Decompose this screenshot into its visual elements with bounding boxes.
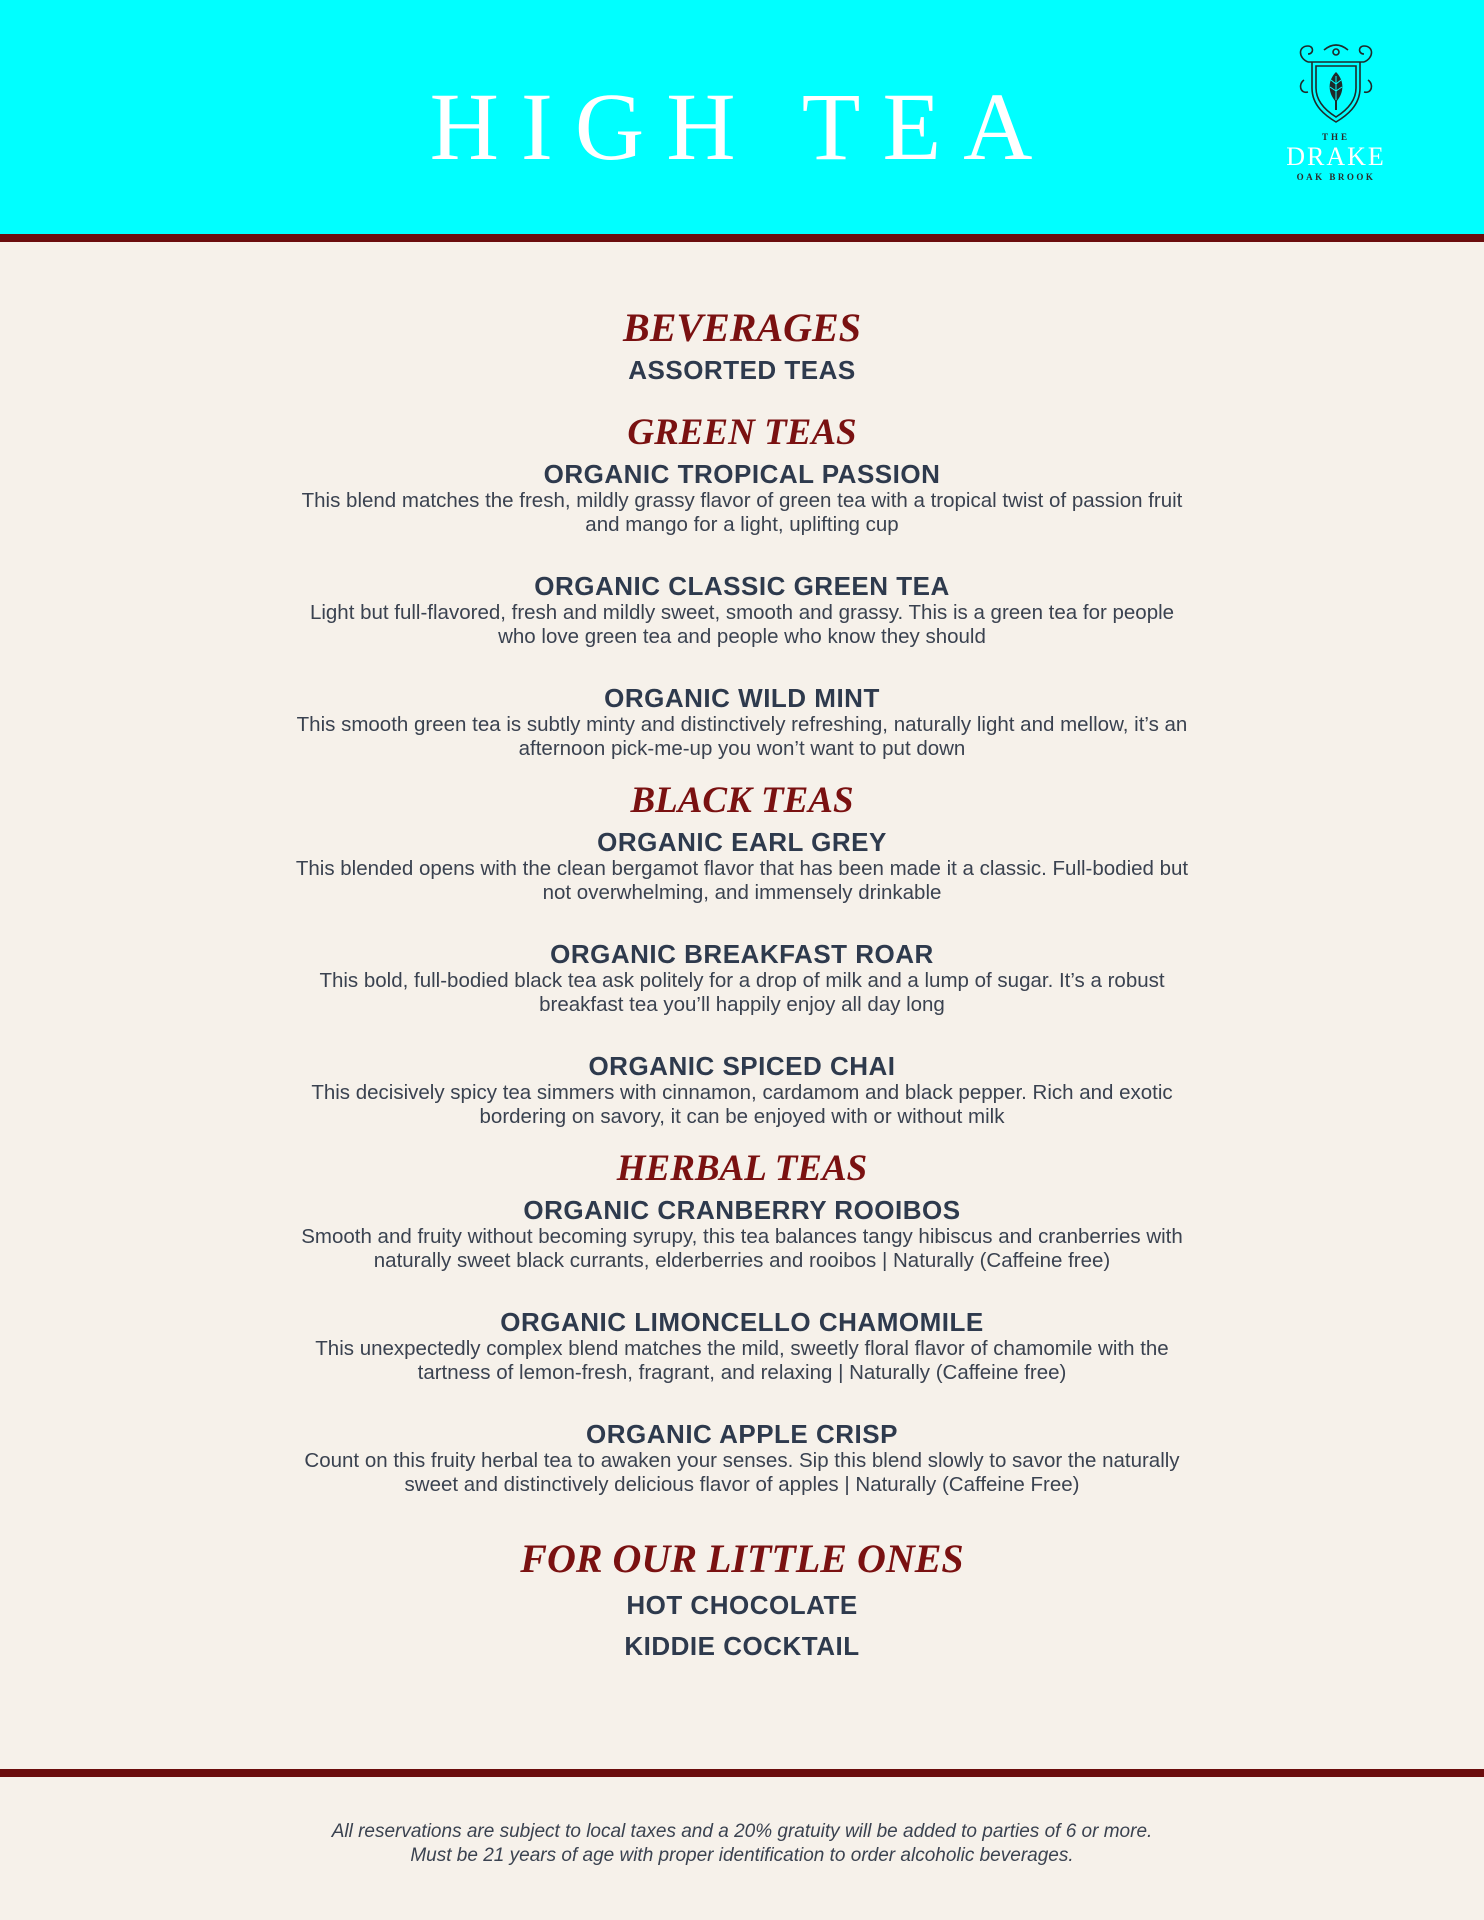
little-ones-section (192, 1533, 1292, 1667)
desc-line: This bold, full-bodied black tea ask politely for a drop of milk and a lump of sugar. It’s a robust (319, 969, 1165, 992)
header-divider (0, 234, 1484, 242)
footer-line: All reservations are subject to local taxes and a 20% gratuity will be added to parties of 6 or more. (331, 1821, 1153, 1842)
little-ones-item: KIDDIE COCKTAIL (624, 1631, 860, 1661)
desc-line: not overwhelming, and immensely drinkable (542, 881, 942, 904)
menu-item (192, 459, 1292, 537)
item-name: ORGANIC EARL GREY (597, 827, 887, 857)
desc-line: Light but full-flavored, fresh and mildly sweet, smooth and grassy. This is a green tea for people (309, 601, 1175, 624)
desc-line: This smooth green tea is subtly minty and distinctively refreshing, naturally light and mellow, it’s an (296, 713, 1188, 736)
header-banner (0, 0, 1484, 234)
item-description (212, 1225, 1272, 1273)
item-description (212, 1081, 1272, 1129)
item-description (212, 969, 1272, 1017)
logo-name: DRAKE (1286, 142, 1386, 171)
page-title: HIGH TEA (429, 73, 1055, 180)
desc-line: This blended opens with the clean bergamot flavor that has been made it a classic. Full-bodied but (295, 857, 1189, 880)
section-title: HERBAL TEAS (616, 1148, 868, 1189)
desc-line: sweet and distinctively delicious flavor of apples | Naturally (Caffeine Free) (404, 1473, 1080, 1496)
item-description (212, 1337, 1272, 1385)
section-title: GREEN TEAS (627, 412, 857, 453)
section-title: BLACK TEAS (630, 780, 854, 821)
item-name: ORGANIC APPLE CRISP (586, 1419, 898, 1449)
beverages-title: BEVERAGES (623, 305, 861, 350)
item-name: ORGANIC TROPICAL PASSION (543, 459, 941, 489)
desc-line: and mango for a light, uplifting cup (585, 513, 899, 536)
logo-the: THE (1321, 132, 1350, 142)
item-name: ORGANIC CLASSIC GREEN TEA (534, 571, 950, 601)
desc-line: Count on this fruity herbal tea to awaken your senses. Sip this blend slowly to savor the naturally (304, 1449, 1180, 1472)
desc-line: breakfast tea you’ll happily enjoy all day long (539, 993, 945, 1016)
desc-line: who love green tea and people who know they should (498, 625, 986, 648)
item-name: ORGANIC CRANBERRY ROOIBOS (523, 1195, 961, 1225)
footer-line: Must be 21 years of age with proper identification to order alcoholic beverages. (410, 1845, 1074, 1866)
item-description (212, 1449, 1272, 1497)
desc-line: naturally sweet black currants, elderberries and rooibos | Naturally (Caffeine free) (373, 1249, 1111, 1272)
desc-line: This blend matches the fresh, mildly grassy flavor of green tea with a tropical twist of passion fruit (301, 489, 1183, 512)
menu-item (192, 939, 1292, 1017)
desc-line: afternoon pick-me-up you won’t want to put down (518, 737, 966, 760)
menu-item (192, 1307, 1292, 1385)
item-name: ORGANIC SPICED CHAI (588, 1051, 896, 1081)
item-name: ORGANIC LIMONCELLO CHAMOMILE (500, 1307, 984, 1337)
menu-item (192, 1195, 1292, 1273)
menu-item (192, 571, 1292, 649)
menu-content (192, 302, 1292, 1667)
little-ones-item: HOT CHOCOLATE (626, 1590, 858, 1620)
beverages-subtitle: ASSORTED TEAS (628, 355, 856, 385)
crest-icon (1294, 40, 1378, 126)
desc-line: bordering on savory, it can be enjoyed with or without milk (479, 1105, 1005, 1128)
item-description (212, 489, 1272, 537)
desc-line: This decisively spicy tea simmers with cinnamon, cardamom and black pepper. Rich and exotic (311, 1081, 1173, 1104)
desc-line: tartness of lemon-fresh, fragrant, and relaxing | Naturally (Caffeine free) (417, 1361, 1067, 1384)
desc-line: This unexpectedly complex blend matches the mild, sweetly floral flavor of chamomile with the (315, 1337, 1169, 1360)
menu-section (192, 775, 1292, 1129)
item-name: ORGANIC BREAKFAST ROAR (550, 939, 934, 969)
item-description (212, 601, 1272, 649)
menu-item (192, 827, 1292, 905)
drake-logo (1268, 40, 1404, 200)
logo-location: OAK BROOK (1296, 172, 1376, 182)
menu-section (192, 407, 1292, 761)
footer-note (0, 1820, 1484, 1868)
menu-section (192, 1143, 1292, 1497)
item-name: ORGANIC WILD MINT (604, 683, 880, 713)
item-description (212, 713, 1272, 761)
menu-item (192, 683, 1292, 761)
menu-item (192, 1419, 1292, 1497)
desc-line: Smooth and fruity without becoming syrupy, this tea balances tangy hibiscus and cranberries with (301, 1225, 1183, 1248)
footer-divider (0, 1769, 1484, 1777)
little-ones-title: FOR OUR LITTLE ONES (520, 1536, 964, 1581)
item-description (212, 857, 1272, 905)
menu-item (192, 1051, 1292, 1129)
